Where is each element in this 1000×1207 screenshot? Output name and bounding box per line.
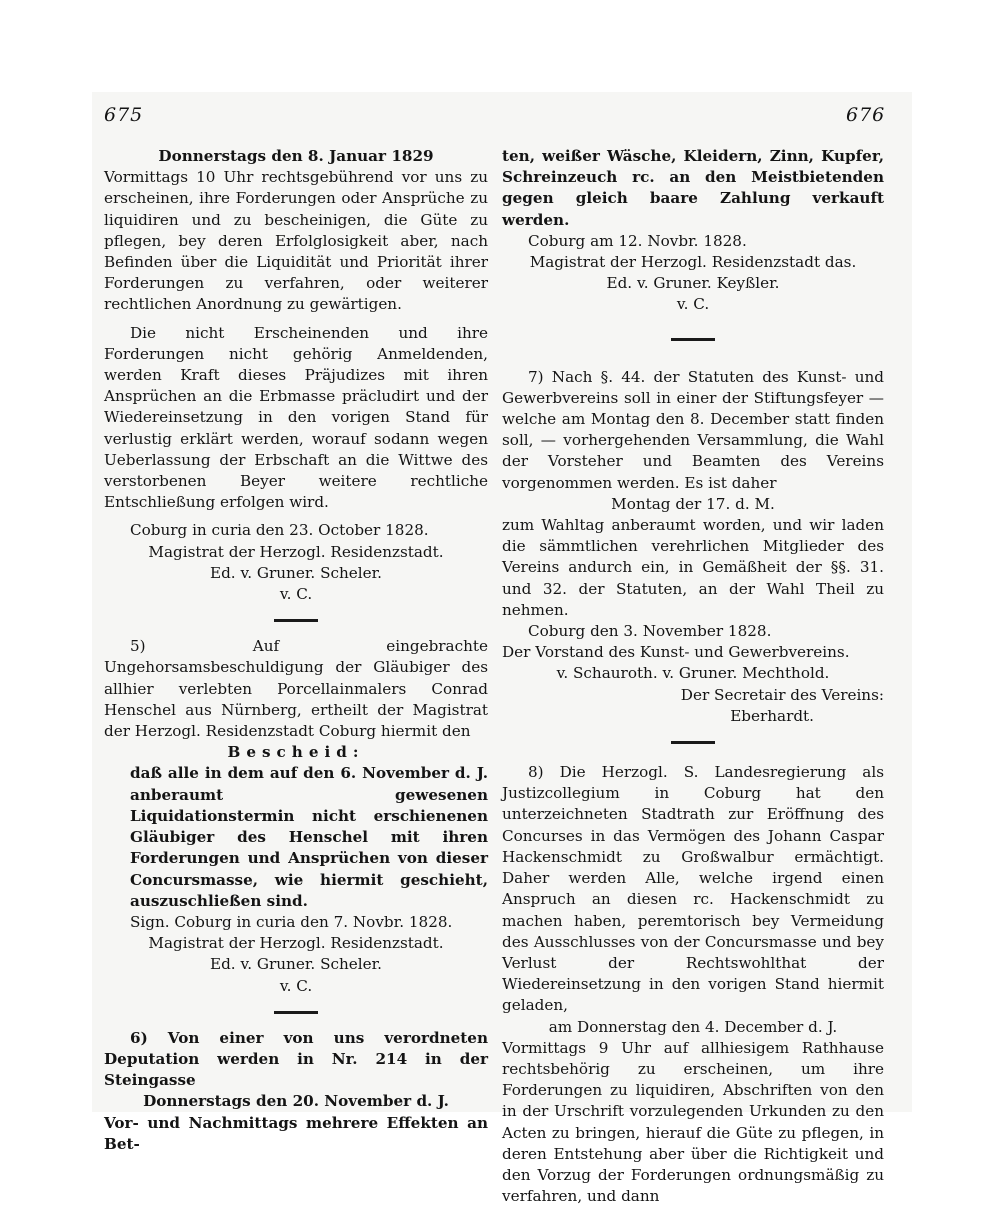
intro-date-line: Donnerstags den 8. Januar 1829 [158,147,434,165]
notice-8-body: 8) Die Herzogl. S. Landesregierung als Justizcollegium in Coburg hat den unterzeichneten Stadtrath zur Eröffnung des Concurses in das Vermögen des Johann Caspar Hackenschmidt zu Großwalbur ermächtigt. Daher werden Alle, welche irgend einen Anspruch an diesen rc. Hackenschmidt zu machen haben, peremtorisch bey Vermeidung des Ausschlusses von der Concursmasse und bey Verlust der Rechtswohlthat der Wiedereinsetzung in den vorigen Stand hiermit geladen, [502,763,884,1015]
notice-5-heading: Bescheid: [227,743,365,762]
intro-body-2: Die nicht Erscheinenden und ihre Forderungen nicht gehörig Anmeldenden, werden Kraft dieses Präjudizes mit ihren Ansprüchen an die Erbmasse präcludirt und der Wiedereinsetzung in den vorigen Stand für verlustig erklärt werden, worauf sodann wegen Ueberlassung der Erbschaft an die Wittwe des verstorbenen Beyer weitere rechtliche Entschließung erfolgen wird. [104,323,488,512]
notice-5-decision: daß alle in dem auf den 6. November d. J. anberaumt gewesenen Liquidationstermin nicht erschienenen Gläubiger des Henschel mit ihren Forderungen und Ansprüchen von dieser Concursmasse, wie hiermit geschieht, auszuschließen sind. [130,764,488,910]
notice-6-signatories: Ed. v. Gruner. Keyßler. [606,274,780,293]
notice-7-signatories: v. Schauroth. v. Gruner. Mechthold. [556,664,830,683]
notice-7-authority: Der Vorstand des Kunst- und Gewerbvereins. [502,643,850,662]
section-divider [671,741,715,744]
notice-7-place-date: Coburg den 3. November 1828. [528,622,772,641]
notice-6-vc: v. C. [676,295,710,314]
notice-7-body: 7) Nach §. 44. der Statuten des Kunst- und Gewerbvereins soll in einer der Stiftungsfeyer — welche am Montag den 8. December statt finden soll, — vorhergehenden Versammlung, die Wahl der Vorsteher und Beamten des Vereins vorgenommen werden. Es ist daher [502,367,884,492]
notice-5-authority: Magistrat der Herzogl. Residenzstadt. [148,934,444,953]
notice-6-continued: Vor- und Nachmittags mehrere Effekten an Bet- [104,1113,488,1153]
notice-7-body-2: zum Wahltag anberaumt worden, und wir laden die sämmtlichen verehrlichen Mitglieder des Vereins andurch ein, in Gemäßheit der §§. 31. und 32. der Statuten, an der Wahl Theil zu nehmen. [502,516,884,619]
right-column [502,146,884,1207]
notice-5-body: 5) Auf eingebrachte Ungehorsamsbeschuldigung der Gläubiger des allhier verlebten Porcellainmalers Conrad Henschel aus Nürnberg, ertheilt der Magistrat der Herzogl. Residenzstadt Coburg hiermit den [104,637,488,741]
intro-authority: Magistrat der Herzogl. Residenzstadt. [148,542,444,561]
notice-6-body: 6) Von einer von uns verordneten Deputation werden in Nr. 214 in der Steingasse [104,1028,488,1090]
section-divider [274,1011,318,1014]
intro-place-date: Coburg in curia den 23. October 1828. [130,521,429,540]
left-column [104,146,488,1155]
notice-6-authority: Magistrat der Herzogl. Residenzstadt das. [529,253,857,272]
notice-5-place-date: Sign. Coburg in curia den 7. Novbr. 1828. [130,912,453,931]
notice-6-place-date: Coburg am 12. Novbr. 1828. [528,231,747,250]
notice-5-signatories: Ed. v. Gruner. Scheler. [209,955,383,974]
notice-8-body-2: Vormittags 9 Uhr auf allhiesigem Rathhause rechtsbehörig zu erscheinen, um ihre Forderungen zu liquidiren, Abschriften von den in der Urschrift vorzulegenden Urkunden zu den Acten zu bringen, hierauf die Güte zu pflegen, in deren Entstehung aber über die Richtigkeit und den Vorzug der Forderungen ordnungsmäßig zu verfahren, und dann [502,1038,884,1206]
notice-7-secretary-name: Eberhardt. [730,706,814,725]
section-divider [274,619,318,622]
notice-5-vc: v. C. [279,976,313,995]
notice-7-date-line: Montag der 17. d. M. [611,494,775,513]
intro-body: Vormittags 10 Uhr rechtsgebührend vor uns zu erscheinen, ihre Forderungen oder Ansprüche zu liquidiren und zu bescheinigen, die Güte zu pflegen, bey deren Erfolglosigkeit aber, nach Befinden über die Liquidität und Priorität ihrer Forderungen zu verfahren, oder weiterer rechtlichen Anordnung zu gewärtigen. [104,168,488,314]
intro-signatories: Ed. v. Gruner. Scheler. [209,563,383,582]
page-number-right: 676 [846,104,886,126]
notice-7-secretary: Der Secretair des Vereins: [680,685,884,704]
notice-6-date-line: Donnerstags den 20. November d. J. [143,1092,449,1111]
notice-6-cont-body: ten, weißer Wäsche, Kleidern, Zinn, Kupfer, Schreinzeuch rc. an den Meistbietenden gegen gleich baare Zahlung verkauft werden. [502,147,884,229]
notice-8-date-line: am Donnerstag den 4. December d. J. [548,1017,838,1036]
intro-vc: v. C. [279,585,313,604]
section-divider [671,338,715,341]
page-number-left: 675 [104,104,144,126]
